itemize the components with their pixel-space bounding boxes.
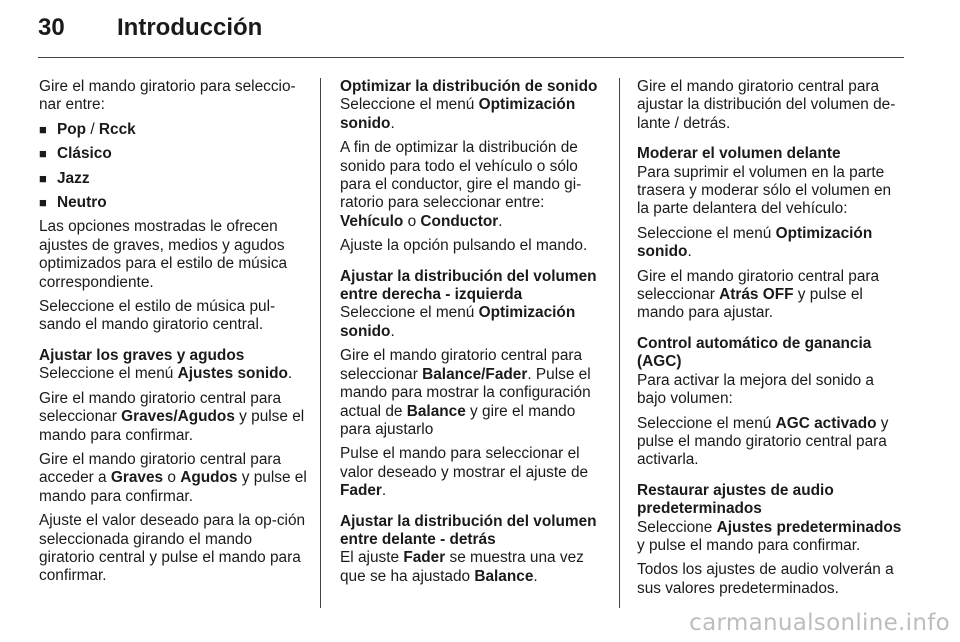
- chapter-title: Introducción: [117, 14, 263, 41]
- column-divider-2: [619, 78, 620, 608]
- column-3: [637, 78, 905, 604]
- paragraph-graves-agudos: Gire el mando giratorio central para seleccionar Graves/Agudos y pulse el mando para confirmar.: [39, 389, 305, 444]
- heading-derecha-izquierda: Ajustar la distribución del volumen entre derecha - izquierda: [340, 267, 597, 304]
- paragraph-ajuste-opcion: Ajuste la opción pulsando el mando.: [340, 237, 588, 255]
- paragraph-menu-optimizacion: Seleccione el menú Optimización sonido.: [340, 96, 576, 132]
- paragraph-suprimir-volumen: Para suprimir el volumen en la parte trasera y moderar sólo el volumen en la parte delantera del vehículo:: [637, 163, 892, 218]
- column-2: [340, 78, 608, 592]
- paragraph-intro: Gire el mando giratorio para seleccio-nar entre:: [39, 78, 296, 114]
- list-item-clasico: ■ Clásico: [39, 145, 307, 163]
- paragraph-menu-optimizacion-2: Seleccione el menú Optimización sonido.: [340, 304, 576, 340]
- heading-delante-detras: Ajustar la distribución del volumen entre delante - detrás: [340, 512, 597, 548]
- paragraph-predeterminados: Seleccione Ajustes predeterminados y pulse el mando para confirmar.: [637, 518, 902, 554]
- paragraph-estilo: Seleccione el estilo de música pul-sando el mando giratorio central.: [39, 298, 276, 334]
- equalizer-options-list: [39, 121, 307, 213]
- paragraph-valores-predeterminados: Todos los ajustes de audio volverán a sus valores predeterminados.: [637, 561, 894, 597]
- paragraph-fader-balance: El ajuste Fader se muestra una vez que se ha ajustado Balance.: [340, 549, 584, 585]
- paragraph-atras-off: Gire el mando giratorio central para seleccionar Atrás OFF y pulse el mando para ajustar.: [637, 267, 880, 322]
- heading-optimizar: Optimizar la distribución de sonido: [340, 78, 598, 95]
- paragraph-mejora-sonido: Para activar la mejora del sonido a bajo volumen:: [637, 371, 874, 408]
- header-rule: [38, 57, 904, 58]
- watermark: carmanualsonline.info: [689, 610, 950, 636]
- paragraph-menu-optimizacion-3: Seleccione el menú Optimización sonido.: [637, 224, 873, 261]
- heading-graves-agudos: Ajustar los graves y agudos: [39, 346, 245, 364]
- heading-agc: Control automático de ganancia (AGC): [637, 334, 872, 371]
- paragraph-ajuste-valor: Ajuste el valor deseado para la op-ción seleccionada girando el mando giratorio central y pulse el mando para confirmar.: [39, 512, 306, 585]
- column-1: [39, 78, 307, 592]
- page-number: 30: [38, 14, 65, 41]
- heading-moderar-volumen: Moderar el volumen delante: [637, 145, 841, 163]
- paragraph-agc-activado: Seleccione el menú AGC activado y pulse el mando giratorio central para activarla.: [637, 414, 889, 469]
- list-item-pop-rock: ■ Pop / Rcck: [39, 121, 307, 139]
- paragraph-vehiculo-conductor: A fin de optimizar la distribución de sonido para todo el vehículo o sólo para el conductor, gire el mando gi-ratorio para seleccionar entre: Vehículo o Conductor.: [340, 139, 582, 230]
- paragraph-distribucion-volumen: Gire el mando giratorio central para ajustar la distribución del volumen de-lante / detrás.: [637, 78, 896, 132]
- list-item-neutro: ■ Neutro: [39, 194, 307, 212]
- paragraph-opciones: Las opciones mostradas le ofrecen ajustes de graves, medios y agudos optimizados para el estilo de música correspondiente.: [39, 218, 288, 291]
- paragraph-menu-ajustes: Seleccione el menú Ajustes sonido.: [39, 365, 293, 383]
- paragraph-balance-fader: Gire el mando giratorio central para seleccionar Balance/Fader. Pulse el mando para mostrar la configuración actual de Balance y gire el mando para ajustarlo: [340, 347, 591, 438]
- column-divider-1: [320, 78, 321, 608]
- heading-restaurar: Restaurar ajustes de audio predeterminados: [637, 481, 834, 518]
- paragraph-fader: Pulse el mando para seleccionar el valor deseado y mostrar el ajuste de Fader.: [340, 445, 589, 500]
- paragraph-acceder: Gire el mando giratorio central para acceder a Graves o Agudos y pulse el mando para confirmar.: [39, 450, 307, 505]
- list-item-jazz: ■ Jazz: [39, 170, 307, 188]
